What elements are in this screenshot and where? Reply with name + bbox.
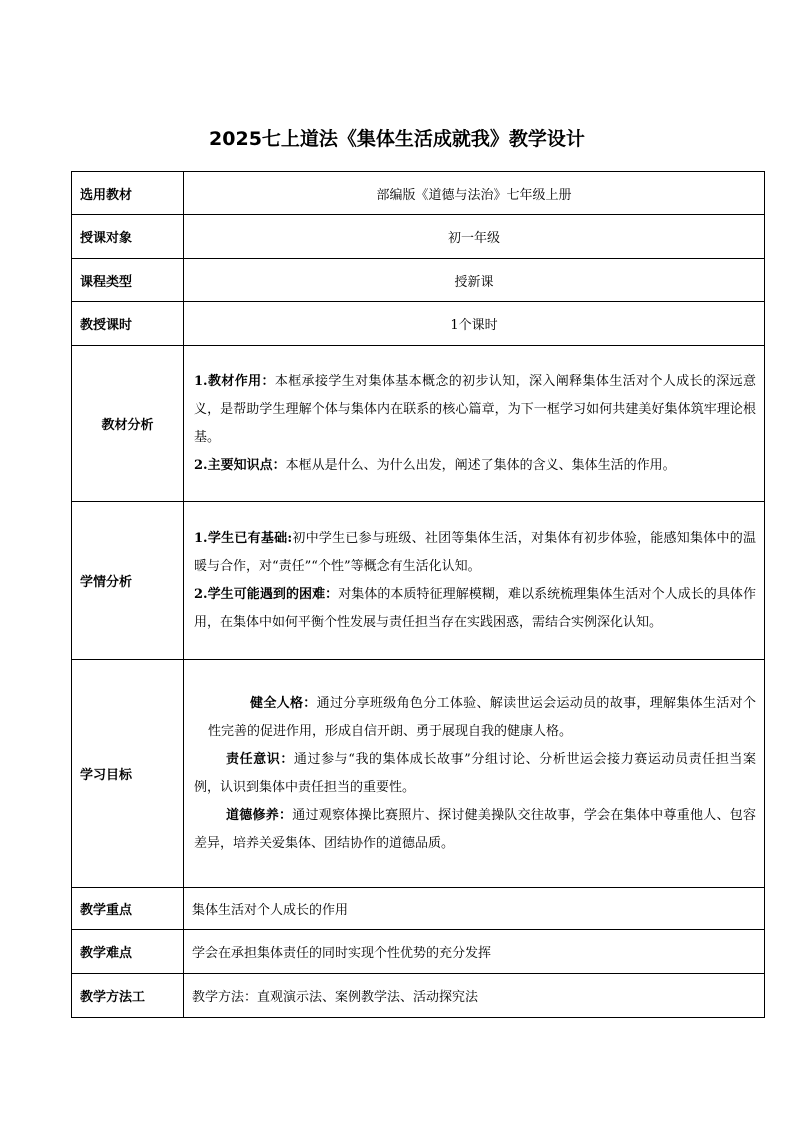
row-label-learner-analysis: 学情分析 [72,502,184,660]
learner-paragraph-2 [194,581,756,637]
learner-paragraph-1 [194,525,756,581]
row-value-key-point: 集体生活对个人成长的作用 [184,888,765,930]
row-value-course-type: 授新课 [184,259,765,302]
table-row [72,215,765,259]
learner-p2-text: 对集体的本质特征理解模糊，难以系统梳理集体生活对个人成长的具体作用，在集体中如何平衡个性发展与责任担当存在实践困惑，需结合实例深化认知。 [194,586,756,630]
learner-p1-heading: 1.学生已有基础: [194,530,293,546]
row-value-audience: 初一年级 [184,215,765,259]
goal-3-heading: 道德修养： [226,807,293,823]
row-label-audience: 授课对象 [72,215,184,259]
row-label-course-type: 课程类型 [72,259,184,302]
learner-p1-text: 初中学生已参与班级、社团等集体生活，对集体有初步体验，能感知集体中的温暖与合作，对“责任”“个性”等概念有生活化认知。 [194,530,756,574]
goal-1-text: 通过分享班级角色分工体验、解读世运会运动员的故事，理解集体生活对个性完善的促进作用，形成自信开朗、勇于展现自我的健康人格。 [208,695,756,739]
table-row [72,302,765,346]
row-label-methods: 教学方法工 [72,974,184,1018]
textbook-analysis-content [184,346,765,502]
analysis-p1-text: 本框承接学生对集体基本概念的初步认知，深入阐释集体生活对个人成长的深远意义，是帮助学生理解个体与集体内在联系的核心篇章，为下一框学习如何共建美好集体筑牢理论根基。 [194,373,756,445]
table-row [72,502,765,660]
analysis-p2-heading: 2.主要知识点： [194,457,286,473]
table-row [72,172,765,215]
learner-p2-heading: 2.学生可能遇到的困难： [194,586,339,602]
analysis-p1-heading: 1.教材作用： [194,373,275,389]
table-row [72,346,765,502]
row-label-difficulty: 教学难点 [72,930,184,974]
row-value-methods: 教学方法：直观演示法、案例教学法、活动探究法 [184,974,765,1018]
learning-goals-content [184,660,765,888]
table-row [72,974,765,1018]
goal-2-heading: 责任意识： [226,751,294,767]
goal-paragraph-1 [194,690,756,746]
goal-2-text: 通过参与“我的集体成长故事”分组讨论、分析世运会接力赛运动员责任担当案例，认识到集体中责任担当的重要性。 [194,751,756,795]
row-label-textbook-analysis: 教材分析 [72,346,184,502]
document-title: 2025七上道法《集体生活成就我》教学设计 [209,128,585,150]
goal-3-text: 通过观察体操比赛照片、探讨健美操队交往故事，学会在集体中尊重他人、包容差异，培养关爱集体、团结协作的道德品质。 [194,807,756,851]
row-label-learning-goals: 学习目标 [72,660,184,888]
analysis-paragraph-1 [194,368,756,452]
row-label-textbook: 选用教材 [72,172,184,215]
row-value-textbook: 部编版《道德与法治》七年级上册 [184,172,765,215]
table-row [72,930,765,974]
row-label-periods: 教授课时 [72,302,184,346]
analysis-paragraph-2 [194,452,756,480]
learner-analysis-content [184,502,765,660]
table-row [72,259,765,302]
row-value-periods: 1个课时 [184,302,765,346]
goal-paragraph-3 [194,802,756,858]
lesson-plan-table [71,171,765,1018]
table-row [72,888,765,930]
row-value-difficulty: 学会在承担集体责任的同时实现个性优势的充分发挥 [184,930,765,974]
analysis-p2-text: 本框从是什么、为什么出发，阐述了集体的含义、集体生活的作用。 [285,457,676,473]
goal-paragraph-2 [194,746,756,802]
table-row [72,660,765,888]
goal-1-heading: 健全人格： [250,695,317,711]
row-label-key-point: 教学重点 [72,888,184,930]
